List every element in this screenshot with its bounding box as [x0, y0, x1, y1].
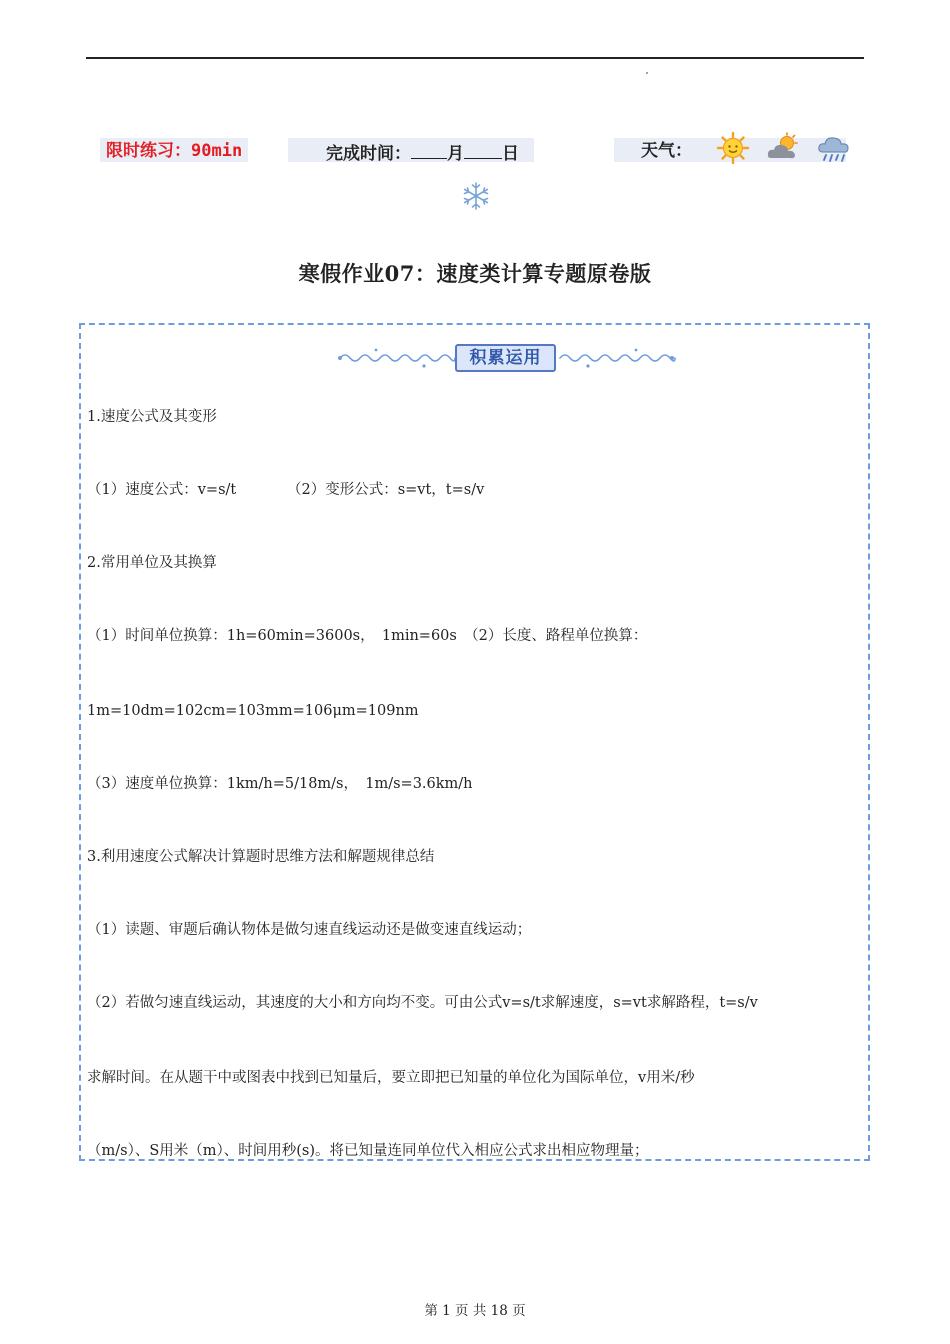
content-line: （3）速度单位换算：1km/h=5/18m/s， 1m/s=3.6km/h [87, 776, 473, 792]
month-blank [411, 140, 447, 159]
content-line: （m/s）、S用米（m）、时间用秒(s)。将已知量连同单位代入相应公式求出相应物理量； [87, 1143, 649, 1159]
rain-cloud-icon [817, 131, 851, 165]
top-rule [86, 57, 864, 59]
content-box [79, 323, 870, 1161]
month-label: 月 [447, 144, 464, 164]
content-line: （1）时间单位换算：1h=60min=3600s， 1min=60s （2）长度、路程单位换算： [87, 628, 648, 644]
completion-time [326, 140, 519, 165]
weather-label: 天气： [641, 141, 692, 161]
content-line: 2.常用单位及其换算 [87, 555, 217, 571]
snowflake-icon [461, 181, 491, 211]
page-title: 寒假作业07：速度类计算专题原卷版 [298, 261, 652, 286]
content-line: 1m=10dm=102cm=103mm=106μm=109nm [87, 703, 419, 719]
page-number: 第 1 页 共 18 页 [424, 1303, 526, 1319]
content-line: （2）若做匀速直线运动，其速度的大小和方向均不变。可由公式v=s/t求解速度，s=vt求解路程，t=s/v [87, 995, 758, 1011]
content-line: 3.利用速度公式解决计算题时思维方法和解题规律总结 [87, 849, 435, 865]
sun-icon [716, 131, 750, 165]
content-line: （1）速度公式：v=s/t （2）变形公式：s=vt，t=s/v [87, 482, 485, 498]
info-bar-gap [248, 138, 288, 162]
speck [646, 72, 648, 74]
day-blank [464, 140, 502, 159]
content-line: （1）读题、审题后确认物体是做匀速直线运动还是做变速直线运动； [87, 922, 532, 938]
info-bar-gap [534, 138, 614, 162]
day-label: 日 [502, 144, 519, 164]
content-line: 1.速度公式及其变形 [87, 409, 217, 425]
content-line: 求解时间。在从题干中或图表中找到已知量后，要立即把已知量的单位化为国际单位，v用米/秒 [87, 1070, 695, 1086]
banner-title: 积累运用 [455, 344, 556, 372]
completion-label: 完成时间： [326, 144, 411, 164]
timer-label: 限时练习：90min [106, 141, 243, 161]
partly-cloudy-icon [766, 131, 800, 165]
